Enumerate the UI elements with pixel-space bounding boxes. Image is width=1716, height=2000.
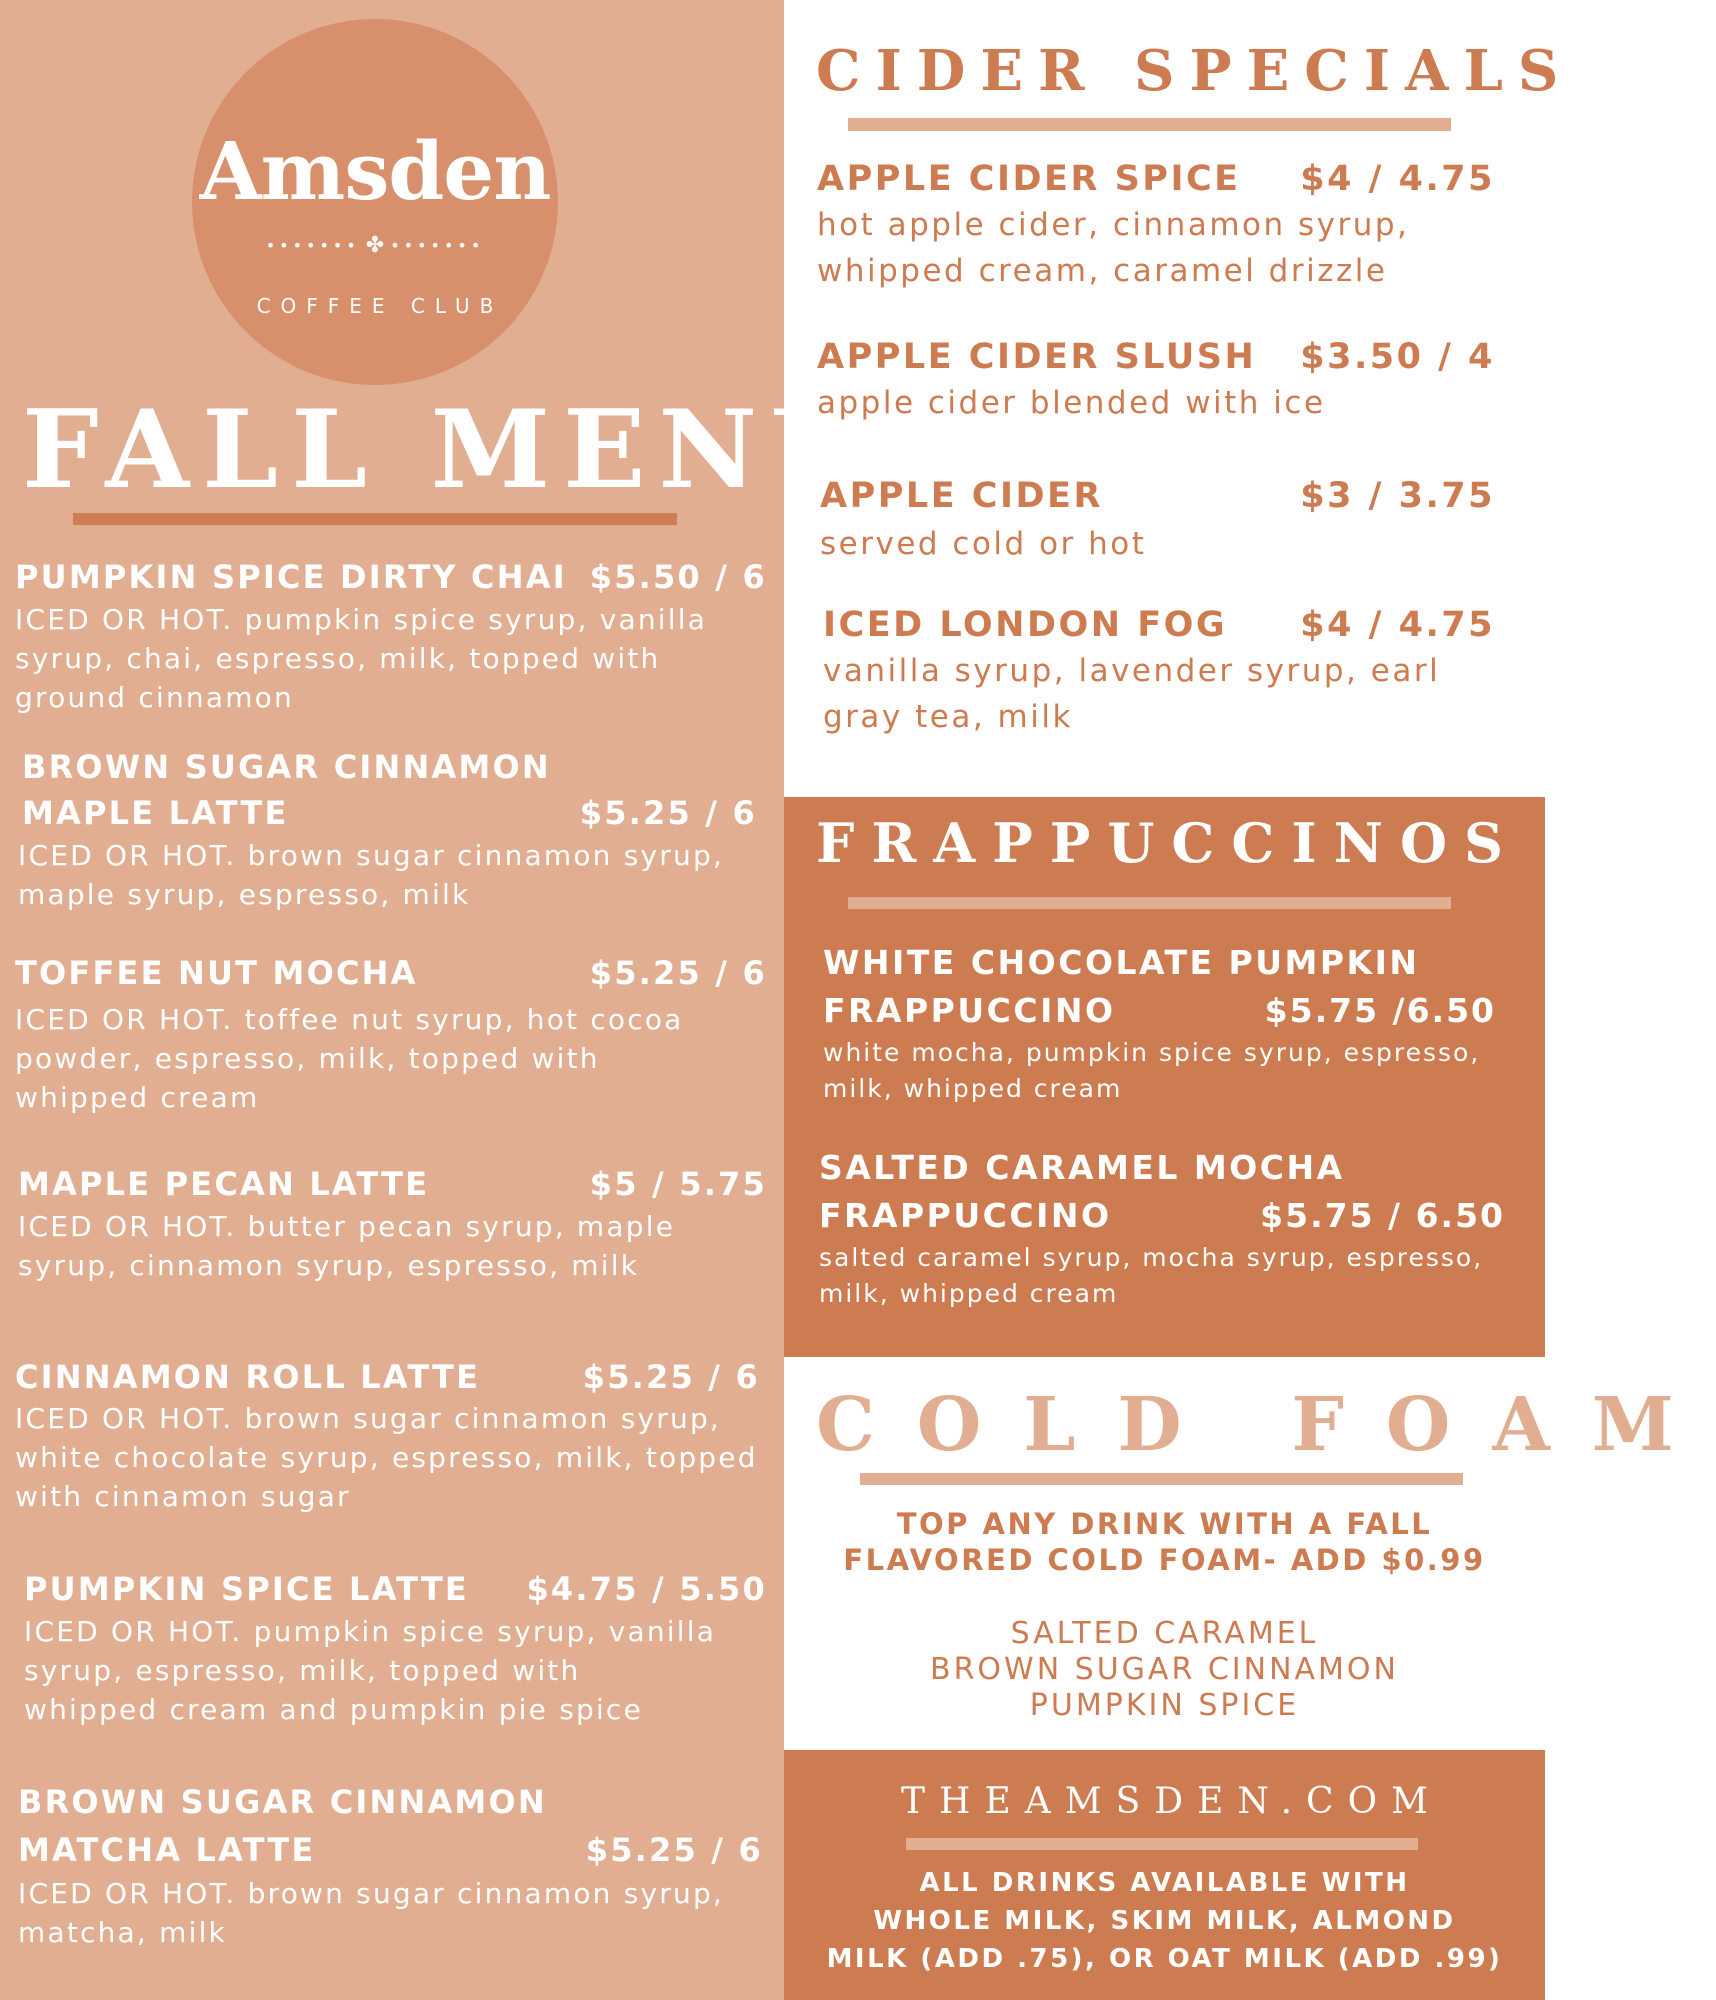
frapp-item-desc-line2: milk, whipped cream bbox=[823, 1074, 1123, 1103]
item-name: CINNAMON ROLL LATTE bbox=[15, 1358, 481, 1396]
menu-item bbox=[18, 1778, 763, 1952]
flavor-item: BROWN SUGAR CINNAMON bbox=[930, 1652, 1399, 1687]
cider-item-price: $4 / 4.75 bbox=[1300, 605, 1495, 645]
item-name-line1: BROWN SUGAR CINNAMON bbox=[18, 1783, 547, 1821]
ornament-icon: ✤ bbox=[365, 233, 385, 258]
cider-item-desc-line2: gray tea, milk bbox=[823, 699, 1073, 735]
frapp-item-name-line2: FRAPPUCCINO bbox=[819, 1196, 1112, 1235]
cider-item-price: $3.50 / 4 bbox=[1300, 337, 1495, 377]
menu-item bbox=[18, 1161, 767, 1285]
fall-menu-title: FALL MENU bbox=[22, 387, 878, 513]
menu-item bbox=[24, 1566, 767, 1729]
flavor-item: PUMPKIN SPICE bbox=[1029, 1688, 1300, 1723]
menu-item bbox=[15, 554, 767, 717]
cider-item-desc-line1: vanilla syrup, lavender syrup, earl bbox=[823, 653, 1441, 689]
frappuccino-item bbox=[819, 1144, 1505, 1312]
frapp-item-name-line2: FRAPPUCCINO bbox=[823, 991, 1116, 1030]
title-rule bbox=[73, 513, 677, 525]
logo-divider bbox=[225, 234, 525, 258]
footer-rule bbox=[906, 1838, 1418, 1850]
cider-item-name: ICED LONDON FOG bbox=[823, 605, 1228, 645]
cider-item bbox=[817, 334, 1495, 426]
item-name: TOFFEE NUT MOCHA bbox=[15, 954, 418, 992]
item-price: $5.25 / 6 bbox=[579, 794, 757, 832]
cider-item bbox=[820, 473, 1495, 567]
item-name: PUMPKIN SPICE LATTE bbox=[24, 1570, 469, 1608]
cider-rule bbox=[848, 118, 1451, 131]
cider-item-desc-line1: hot apple cider, cinnamon syrup, bbox=[817, 207, 1410, 243]
website-link[interactable]: THEAMSDEN.COM bbox=[901, 1781, 1442, 1822]
item-price: $5 / 5.75 bbox=[589, 1165, 767, 1203]
milk-options-note bbox=[784, 1864, 1545, 1978]
item-description: ICED OR HOT. butter pecan syrup, maple syrup, cinnamon syrup, espresso, milk bbox=[18, 1210, 676, 1282]
cold-foam-title: COLD FOAM bbox=[816, 1382, 1716, 1468]
milk-note-line3: MILK (ADD .75), OR OAT MILK (ADD .99) bbox=[826, 1944, 1503, 1974]
item-description: ICED OR HOT. brown sugar cinnamon syrup, maple syrup, espresso, milk bbox=[18, 839, 725, 911]
logo-subtitle: COFFEE CLUB bbox=[256, 294, 504, 318]
dot-row-left: ••••••• bbox=[265, 236, 360, 255]
milk-note-line2: WHOLE MILK, SKIM MILK, ALMOND bbox=[873, 1906, 1456, 1936]
cider-item-name: APPLE CIDER SLUSH bbox=[817, 337, 1257, 377]
item-name: PUMPKIN SPICE DIRTY CHAI bbox=[15, 558, 567, 596]
flavor-item: SALTED CARAMEL bbox=[1010, 1616, 1319, 1651]
frappuccino-item bbox=[823, 939, 1496, 1107]
cider-specials-title: CIDER SPECIALS bbox=[816, 38, 1574, 104]
item-name-line2: MAPLE LATTE bbox=[22, 794, 289, 832]
frapp-item-desc-line1: white mocha, pumpkin spice syrup, espresso, bbox=[823, 1038, 1481, 1067]
frappuccinos-title: FRAPPUCCINOS bbox=[816, 811, 1521, 875]
cold-foam-note-line1: TOP ANY DRINK WITH A FALL bbox=[896, 1507, 1433, 1541]
frapp-item-desc-line2: milk, whipped cream bbox=[819, 1279, 1119, 1308]
item-price: $5.50 / 6 bbox=[589, 558, 767, 596]
menu-item bbox=[18, 744, 757, 914]
item-name-line1: BROWN SUGAR CINNAMON bbox=[22, 748, 551, 786]
item-price: $5.25 / 6 bbox=[582, 1358, 760, 1396]
item-description: ICED OR HOT. brown sugar cinnamon syrup, white chocolate syrup, espresso, milk, topped with cinnamon sugar bbox=[15, 1402, 758, 1513]
item-name-line2: MATCHA LATTE bbox=[18, 1831, 316, 1869]
cold-foam-note bbox=[784, 1506, 1545, 1578]
item-price: $5.25 / 6 bbox=[589, 954, 767, 992]
frapp-item-name-line1: WHITE CHOCOLATE PUMPKIN bbox=[823, 943, 1420, 982]
logo-badge bbox=[192, 19, 558, 385]
cider-item-price: $3 / 3.75 bbox=[1300, 476, 1495, 516]
frapp-item-price: $5.75 /6.50 bbox=[1264, 991, 1496, 1030]
item-name: MAPLE PECAN LATTE bbox=[18, 1165, 430, 1203]
item-description: ICED OR HOT. pumpkin spice syrup, vanilla syrup, chai, espresso, milk, topped with ground cinnamon bbox=[15, 603, 708, 714]
item-description: ICED OR HOT. toffee nut syrup, hot cocoa powder, espresso, milk, topped with whipped cream bbox=[15, 1003, 684, 1114]
cider-item-desc-line1: served cold or hot bbox=[820, 526, 1147, 562]
cider-item-price: $4 / 4.75 bbox=[1300, 159, 1495, 199]
frappuccinos-rule bbox=[848, 897, 1451, 909]
cold-foam-flavors bbox=[784, 1616, 1545, 1724]
frapp-item-name-line1: SALTED CARAMEL MOCHA bbox=[819, 1148, 1345, 1187]
cider-item bbox=[823, 602, 1495, 740]
milk-note-line1: ALL DRINKS AVAILABLE WITH bbox=[919, 1868, 1410, 1898]
item-price: $5.25 / 6 bbox=[585, 1831, 763, 1869]
cold-foam-note-line2: FLAVORED COLD FOAM- ADD $0.99 bbox=[843, 1543, 1486, 1577]
cider-item-desc-line1: apple cider blended with ice bbox=[817, 385, 1326, 421]
cider-item bbox=[817, 156, 1495, 294]
item-description: ICED OR HOT. brown sugar cinnamon syrup, matcha, milk bbox=[18, 1877, 725, 1949]
cider-item-name: APPLE CIDER SPICE bbox=[817, 159, 1241, 199]
cider-item-name: APPLE CIDER bbox=[820, 476, 1103, 516]
item-description: ICED OR HOT. pumpkin spice syrup, vanilla syrup, espresso, milk, topped with whipped cream and pumpkin pie spice bbox=[24, 1615, 717, 1726]
cider-item-desc-line2: whipped cream, caramel drizzle bbox=[817, 253, 1388, 289]
logo-name: Amsden bbox=[199, 124, 551, 218]
cold-foam-rule bbox=[860, 1473, 1463, 1485]
menu-item bbox=[15, 1355, 760, 1516]
frapp-item-desc-line1: salted caramel syrup, mocha syrup, espresso, bbox=[819, 1243, 1484, 1272]
menu-item bbox=[15, 950, 767, 1117]
dot-row-right: ••••••• bbox=[390, 236, 485, 255]
frapp-item-price: $5.75 / 6.50 bbox=[1260, 1196, 1505, 1235]
item-price: $4.75 / 5.50 bbox=[526, 1570, 767, 1608]
